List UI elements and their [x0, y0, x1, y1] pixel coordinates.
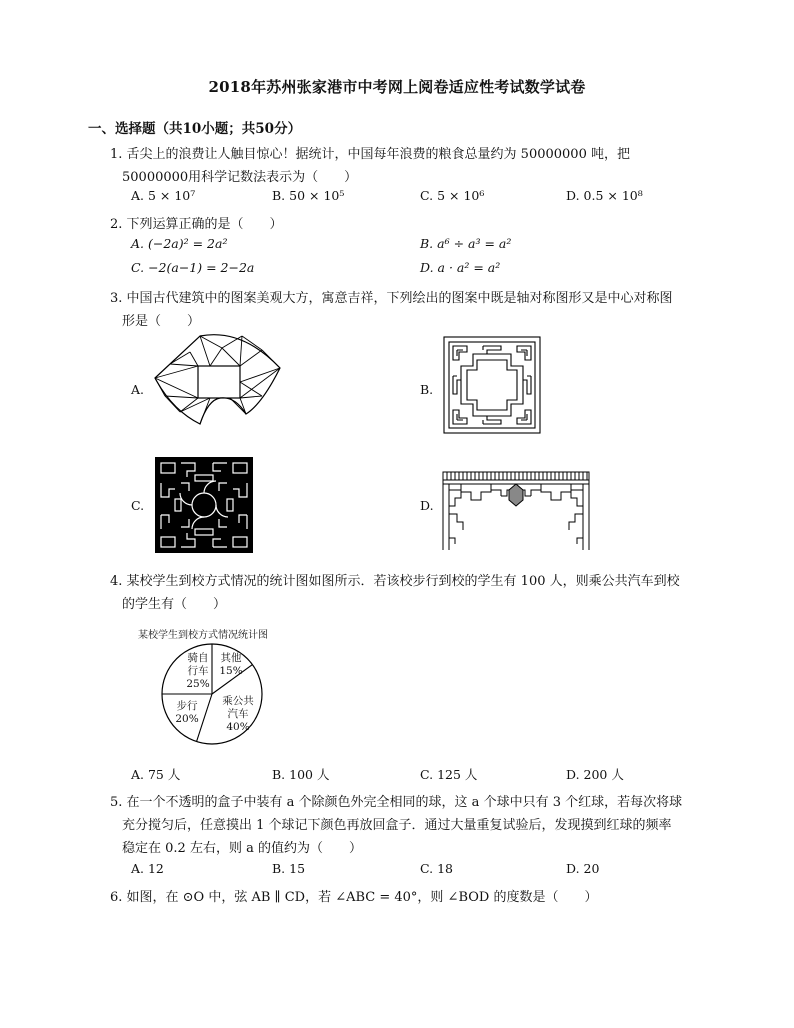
q1-option-a[interactable]: A. 5 × 10⁷ — [131, 188, 196, 203]
frieze-pattern-figure — [441, 470, 591, 552]
square-lattice-figure — [443, 336, 541, 434]
q5-option-a[interactable]: A. 12 — [131, 861, 164, 876]
q4-option-c[interactable]: C. 125 人 — [420, 767, 478, 782]
black-tile-figure — [155, 457, 253, 553]
pie-label-other: 其他 15% — [219, 652, 243, 677]
q5-line2: 充分搅匀后，任意摸出 1 个球记下颜色再放回盒子．通过大量重复试验后，发现摸到红球的频率 — [122, 818, 672, 833]
q4-option-b[interactable]: B. 100 人 — [272, 767, 330, 782]
exam-title: 2018年苏州张家港市中考网上阅卷适应性考试数学试卷 — [208, 78, 586, 96]
q1-option-c[interactable]: C. 5 × 10⁶ — [420, 188, 485, 203]
q3-label-c[interactable]: C. — [131, 498, 145, 513]
q5-option-b[interactable]: B. 15 — [272, 861, 306, 876]
q6-stem: 6. 如图，在 ⊙O 中，弦 AB ∥ CD，若 ∠ABC = 40°，则 ∠BOD 的度数是（ ） — [110, 890, 598, 905]
q2-option-a[interactable]: A. (−2a)² = 2a² — [131, 236, 228, 251]
q2-option-c[interactable]: C. −2(a−1) = 2−2a — [131, 260, 255, 275]
q1-option-b[interactable]: B. 50 × 10⁵ — [272, 188, 345, 203]
q5-option-d[interactable]: D. 20 — [566, 861, 600, 876]
q3-label-a[interactable]: A. — [131, 382, 145, 397]
q3-label-d[interactable]: D. — [420, 498, 434, 513]
q1-option-d[interactable]: D. 0.5 × 10⁸ — [566, 188, 643, 203]
fan-pattern-figure — [150, 326, 290, 426]
q2-option-b[interactable]: B. a⁶ ÷ a³ = a² — [420, 236, 512, 251]
q5-line1: 5. 在一个不透明的盒子中装有 a 个除颜色外完全相同的球，这 a 个球中只有 3 个红球，若每次将球 — [110, 795, 683, 810]
q3-line2: 形是（ ） — [122, 314, 201, 329]
q3-line1: 3. 中国古代建筑中的图案美观大方，寓意吉祥，下列绘出的图案中既是轴对称图形又是中心对称图 — [110, 291, 673, 306]
q2-stem: 2. 下列运算正确的是（ ） — [110, 217, 283, 232]
q2-option-d[interactable]: D. a · a² = a² — [420, 260, 501, 275]
q4-line1: 4. 某校学生到校方式情况的统计图如图所示．若该校步行到校的学生有 100 人，则乘公共汽车到校 — [110, 574, 680, 589]
q4-option-d[interactable]: D. 200 人 — [566, 767, 624, 782]
q3-label-b[interactable]: B. — [420, 382, 434, 397]
q1-line2: 50000000用科学记数法表示为（ ） — [122, 170, 358, 185]
q4-option-a[interactable]: A. 75 人 — [131, 767, 181, 782]
q4-line2: 的学生有（ ） — [122, 597, 227, 612]
q5-option-c[interactable]: C. 18 — [420, 861, 453, 876]
pie-label-bus: 乘公共 汽车 40% — [222, 695, 254, 733]
q5-line3: 稳定在 0.2 左右，则 a 的值约为（ ） — [122, 841, 362, 856]
pie-label-bicycle: 骑自 行车 25% — [186, 652, 210, 690]
chart-title: 某校学生到校方式情况统计图 — [138, 630, 268, 641]
q1-line1: 1. 舌尖上的浪费让人触目惊心！据统计，中国每年浪费的粮食总量约为 50000000 吨，把 — [110, 147, 630, 162]
pie-label-walk: 步行 20% — [175, 700, 199, 725]
section-heading: 一、选择题（共10小题；共50分） — [88, 121, 302, 137]
